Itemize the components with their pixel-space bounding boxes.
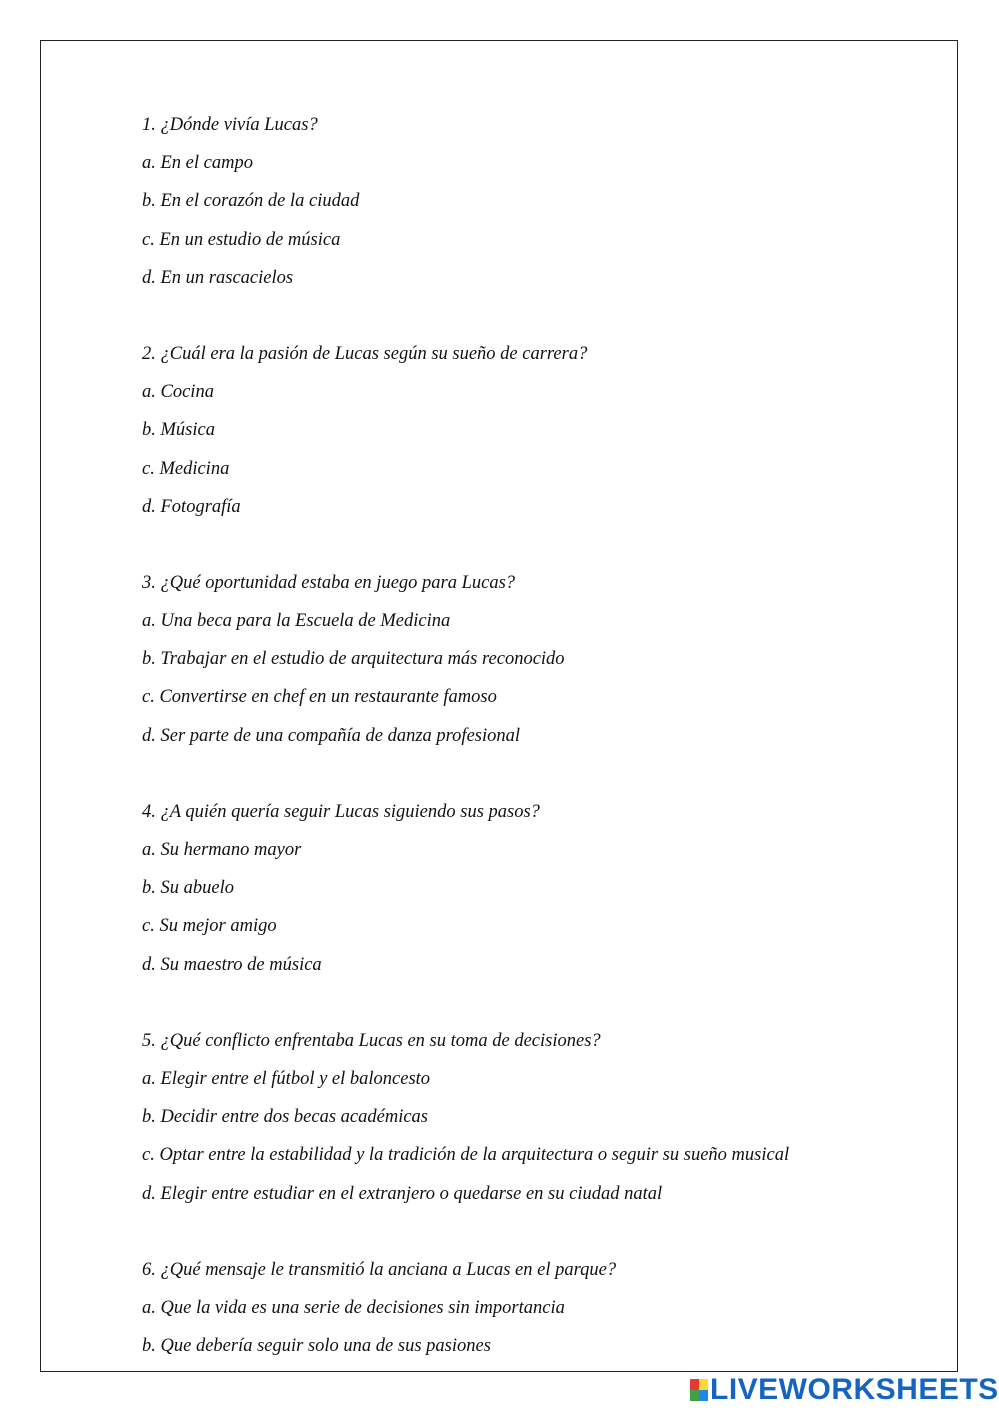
answer-option: b. Trabajar en el estudio de arquitectura más reconocido [142,649,565,670]
question-block [142,335,942,526]
answer-option: c. Convertirse en chef en un restaurante famoso [142,687,497,708]
question-block [142,1022,942,1213]
question-block [142,793,942,984]
answer-option: a. Su hermano mayor [142,840,302,860]
answer-option: a. Una beca para la Escuela de Medicina [142,611,451,632]
answer-option: c. Su mejor amigo [142,916,277,937]
logo-mark-square [699,1379,708,1390]
question-block [142,106,942,297]
quiz [142,106,942,1403]
question-text: 1. ¿Dónde vivía Lucas? [142,115,318,135]
logo-text: LIVEWORKSHEETS [710,1373,999,1406]
liveworksheets-logo[interactable] [690,1374,999,1406]
answer-option: b. Su abuelo [142,878,234,899]
liveworksheets-logo-icon [690,1379,708,1401]
question-block [142,1251,942,1366]
logo-mark-square [690,1390,699,1401]
answer-option: c. Medicina [142,458,230,479]
answer-option: d. Su maestro de música [142,954,322,975]
question-text: 6. ¿Qué mensaje le transmitió la anciana a Lucas en el parque? [142,1259,617,1280]
answer-option: b. Música [142,420,215,441]
logo-mark-square [699,1390,708,1401]
answer-option: d. Ser parte de una compañía de danza profesional [142,725,521,746]
logo-mark-square [690,1379,699,1390]
answer-option: c. En un estudio de música [142,229,341,250]
answer-option: d. Elegir entre estudiar en el extranjero o quedarse en su ciudad natal [142,1183,663,1204]
answer-option: c. Optar entre la estabilidad y la tradición de la arquitectura o seguir su sueño musical [142,1145,790,1166]
answer-option: d. Fotografía [142,496,241,517]
question-block [142,564,942,755]
answer-option: a. Que la vida es una serie de decisiones sin importancia [142,1297,565,1318]
question-text: 5. ¿Qué conflicto enfrentaba Lucas en su toma de decisiones? [142,1030,601,1051]
answer-option: a. En el campo [142,153,253,174]
question-text: 2. ¿Cuál era la pasión de Lucas según su sueño de carrera? [142,343,588,364]
answer-option: b. En el corazón de la ciudad [142,191,360,212]
answer-option: b. Decidir entre dos becas académicas [142,1107,428,1128]
answer-option: d. En un rascacielos [142,267,294,288]
answer-option: b. Que debería seguir solo una de sus pasiones [142,1336,491,1357]
answer-option: a. Elegir entre el fútbol y el baloncesto [142,1068,431,1089]
question-text: 3. ¿Qué oportunidad estaba en juego para Lucas? [142,572,516,593]
answer-option: a. Cocina [142,382,214,403]
question-text: 4. ¿A quién quería seguir Lucas siguiendo sus pasos? [142,801,540,822]
